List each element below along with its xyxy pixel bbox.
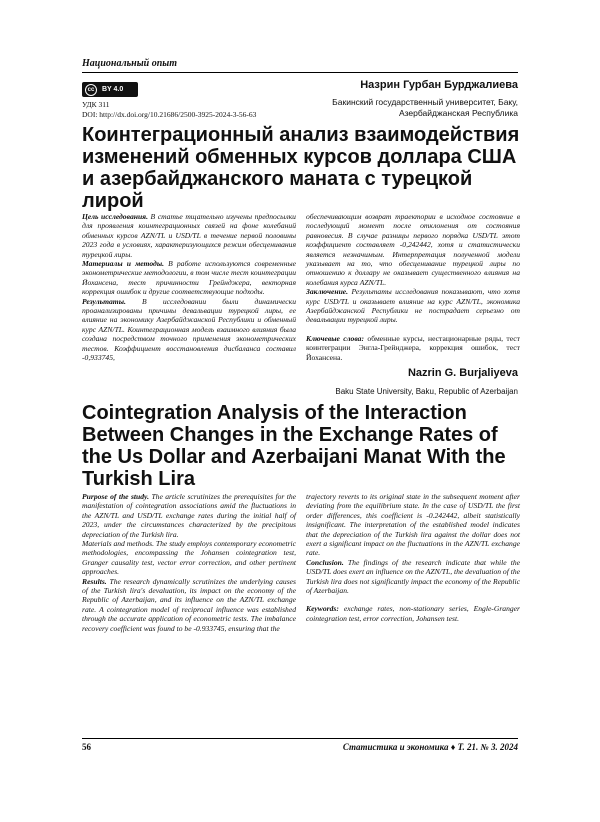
- abstract-ru-purpose: [82, 212, 296, 259]
- abstract-en-column-2: [306, 492, 520, 623]
- abstract-ru-conclusion-text: Результаты исследования показывают, что хотя курс USD/TL и оказывает влияние на курс AZN/TL, экономика Азербайджанской Республики не пострадает серьезно от девальвации турецкой лиры.: [306, 287, 521, 325]
- abstract-ru-results-text: В исследовании были динамически проанализированы причины девальвации турецкой лиры, ее влияние на экономику Азербайджанской Республики и обменный курс AZN/TL. Коинтеграционная модель взаимного влияния была создана посредством точного применения эконометрических тестов. Коэффициент восстановления дисбаланса составил -0,933745,: [82, 296, 297, 363]
- keywords-ru: [306, 334, 520, 362]
- footer-divider: [82, 738, 518, 739]
- author-name-en: Nazrin G. Burjaliyeva: [407, 367, 518, 379]
- abstract-ru-results: [82, 297, 296, 363]
- udk-code: УДК 311: [82, 100, 110, 109]
- abstract-ru-purpose-text: В статье тщательно изучены предпосылки для проявления коинтеграционных связей на фоне колебаний обменных курсов AZN/TL и USD/TL в течение первой половины 2023 года в условиях, характеризующихся режим обесценивания турецкой лиры.: [82, 212, 296, 259]
- page-number: 56: [82, 742, 91, 752]
- abstract-en-conclusion: [306, 558, 520, 596]
- abstract-ru-column-2: [306, 212, 520, 362]
- author-name-ru: Назрин Гурбан Бурджалиева: [360, 79, 518, 91]
- abstract-en-column-1: [82, 492, 296, 633]
- abstract-en-methods: Materials and methods. The study employs contemporary econometric methodologies, encompassing the Johansen cointegration test, Granger causality test, vector error correction, and other pertinent approaches.: [82, 539, 296, 577]
- keywords-ru-text: обменные курсы, нестационарные ряды, тест коинтеграции Энгла-Грейнджера, коррекция ошибок, тест Йохансена.: [306, 333, 520, 362]
- abstract-ru-conclusion-label: Заключение.: [306, 287, 349, 297]
- abstract-ru-conclusion: [306, 287, 520, 325]
- abstract-en-results-text: The research dynamically scrutinizes the underlying causes of the Turkish lira's devaluation, its impact on the economy of the Republic of Azerbaijan, and its influence on the AZN/TL exchange rate. A cointegration model of reciprocal influence was established through the accurate application of econometric tests. The imbalance recovery coefficient was found to be -0.933745, ensuring that the: [82, 576, 296, 633]
- abstract-en-results: [82, 577, 296, 633]
- abstract-ru-purpose-label: Цель исследования.: [82, 212, 148, 221]
- abstract-en-purpose-label: Purpose of the study.: [82, 492, 150, 501]
- keywords-ru-label: Ключевые слова:: [306, 333, 364, 343]
- abstract-en-conclusion-label: Conclusion.: [306, 557, 344, 567]
- abstract-ru-results-label: Результаты.: [82, 296, 126, 306]
- license-text: BY 4.0: [102, 86, 124, 93]
- affiliation-en: Baku State University, Baku, Republic of Azerbaijan: [335, 387, 518, 396]
- article-title-en: Cointegration Analysis of the Interaction Between Changes in the Exchange Rates of the Us Dollar and Azerbaijani Manat With the Turkish Lira: [82, 402, 506, 490]
- abstract-en-purpose: [82, 492, 296, 539]
- abstract-ru-methods: [82, 259, 296, 297]
- keywords-en-text: exchange rates, non-stationary series, Engle-Granger cointegration test, error correction, Johansen test.: [306, 604, 520, 623]
- abstract-en-results-continued: trajectory reverts to its original state in the subsequent moment after deviating from the equilibrium state. In the case of USD/TL the first order differences, this coefficient is -0.242442, albeit statistically insignificant. The interpretation of the established model indicates that the depreciation of the Turkish lira against the dollar does not exert a significant impact on the fluctuations in the AZN/TL exchange rate.: [306, 492, 520, 558]
- article-title-ru: Коинтеграционный анализ взаимодействия изменений обменных курсов доллара США и азербайджанского маната с турецкой лирой: [82, 124, 520, 212]
- abstract-en-conclusion-text: The findings of the research indicate that while the USD/TL does exert an influence on the AZN/TL, the devaluation of the Turkish lira does not significantly impact the economy of the Republic of Azerbaijan.: [306, 557, 521, 596]
- abstract-ru-methods-label: Материалы и методы.: [82, 259, 164, 269]
- abstract-ru-column-1: [82, 212, 296, 363]
- section-label: Национальный опыт: [82, 58, 177, 69]
- top-divider: [82, 72, 518, 73]
- doi-link[interactable]: DOI: http://dx.doi.org/10.21686/2500-3925-2024-3-56-63: [82, 110, 257, 119]
- journal-name: Статистика и экономика ♦ Т. 21. № 3. 2024: [342, 742, 518, 752]
- abstract-en-purpose-text: The article scrutinizes the prerequisites for the manifestation of cointegration associations amid the fluctuations in the AZN/TL and USD/TL exchange rates during the initial half of 2023, under the circumstances characterized by the precipitous depreciation of the Turkish lira.: [82, 492, 297, 539]
- cc-icon: cc: [85, 84, 97, 96]
- abstract-ru-results-continued: обеспечивающим возврат траектории в исходное состояние в последующий момент после отклонения от состояния равновесия. В случае разницы первого порядка USD/TL этот коэффициент составляет -0,242442, хотя и статистически является незначимым. Интерпретация полученной модели указывает на то, что обесценивание турецкой лиры по отношению к доллару не оказывает существенного влияния на колебания курса AZN/TL.: [306, 212, 520, 287]
- abstract-ru-methods-text: В работе используются современные эконометрические методологии, в том числе тест коинтеграции Йохансена, тест причинности Грейнджера, векторная коррекция ошибок и другие соответствующие подходы.: [82, 259, 296, 297]
- abstract-en-results-label: Results.: [82, 576, 107, 586]
- keywords-en: [306, 604, 520, 623]
- affiliation-ru: Бакинский государственный университет, Баку, Азербайджанская Республика: [332, 97, 518, 118]
- license-badge[interactable]: [82, 82, 138, 97]
- keywords-en-label: Keywords:: [306, 604, 339, 614]
